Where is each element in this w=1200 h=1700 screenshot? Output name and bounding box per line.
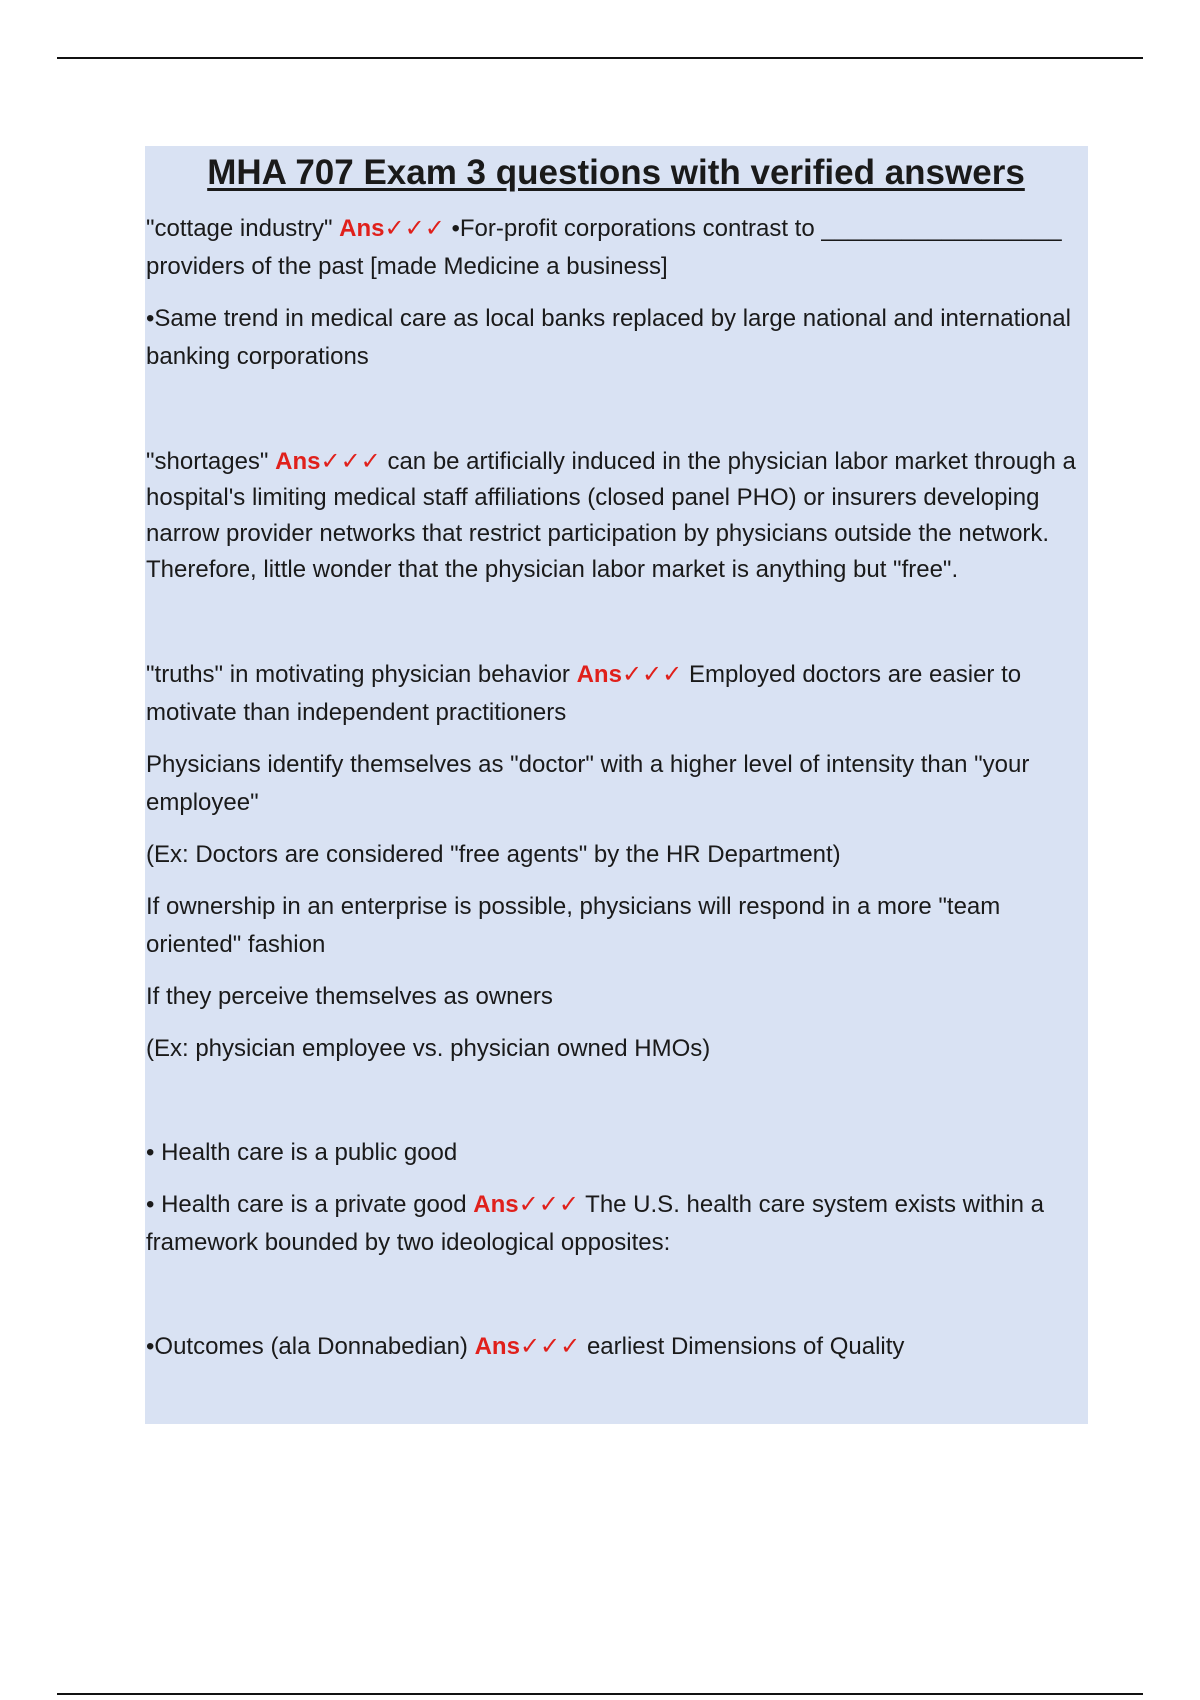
ans-label: Ans	[339, 215, 385, 242]
question-text: "cottage industry"	[146, 215, 333, 242]
answer-extra-line: If they perceive themselves as owners	[146, 983, 553, 1010]
ans-label: Ans	[275, 448, 321, 475]
qa-entry	[146, 210, 1086, 286]
question-text: "shortages"	[146, 448, 269, 475]
checkmarks-icon: ✓✓✓	[518, 1191, 579, 1218]
answer-extra-line: (Ex: Doctors are considered "free agents" by the HR Department)	[146, 841, 841, 868]
question-text: "truths" in motivating physician behavior	[146, 661, 570, 688]
checkmarks-icon: ✓✓✓	[621, 661, 683, 688]
spacer	[146, 1082, 1086, 1134]
qa-entry	[146, 656, 1086, 732]
header-rule	[57, 57, 1143, 59]
answer-extra-line: Physicians identify themselves as "doctor" with a higher level of intensity than "your employee"	[146, 751, 1030, 816]
ans-label: Ans	[474, 1333, 520, 1360]
answer-text: can be artificially induced in the physician labor market through a hospital's limiting medical staff affiliations (closed panel PHO) or insurers developing narrow provider networks that restrict participation by physicians outside the network. Therefore, little wonder that the physician labor market is anything but "free".	[146, 448, 1076, 583]
question-text: •Outcomes (ala Donnabedian)	[146, 1333, 468, 1360]
checkmarks-icon: ✓✓✓	[519, 1333, 581, 1360]
qa-entry	[146, 444, 1086, 588]
document-title: MHA 707 Exam 3 questions with verified answers	[207, 153, 1025, 192]
qa-entry	[146, 1186, 1086, 1262]
spacer	[146, 1276, 1086, 1328]
answer-text: The U.S. health care system exists within a framework bounded by two ideological opposites:	[146, 1191, 1045, 1256]
spacer	[146, 390, 1086, 444]
document-panel	[145, 146, 1088, 1424]
answer-text: earliest Dimensions of Quality	[586, 1333, 905, 1360]
ans-label: Ans	[473, 1191, 519, 1218]
checkmarks-icon: ✓✓✓	[320, 448, 381, 475]
question-text: • Health care is a private good	[146, 1191, 467, 1218]
answer-extra-line: If ownership in an enterprise is possible, physicians will respond in a more "team oriented" fashion	[146, 893, 1001, 958]
answer-extra-line: •Same trend in medical care as local banks replaced by large national and international banking corporations	[146, 305, 1071, 370]
answer-text: Employed doctors are easier to motivate than independent practitioners	[146, 661, 1022, 726]
checkmarks-icon: ✓✓✓	[384, 215, 445, 242]
ans-label: Ans	[576, 661, 622, 688]
answer-extra-line: (Ex: physician employee vs. physician owned HMOs)	[146, 1035, 711, 1062]
spacer	[146, 602, 1086, 656]
question-pre-line: • Health care is a public good	[146, 1139, 458, 1166]
answer-text: •For-profit corporations contrast to __________________ providers of the past [made Medicine a business]	[146, 215, 1062, 280]
qa-entry	[146, 1328, 1086, 1366]
footer-rule	[57, 1693, 1143, 1695]
